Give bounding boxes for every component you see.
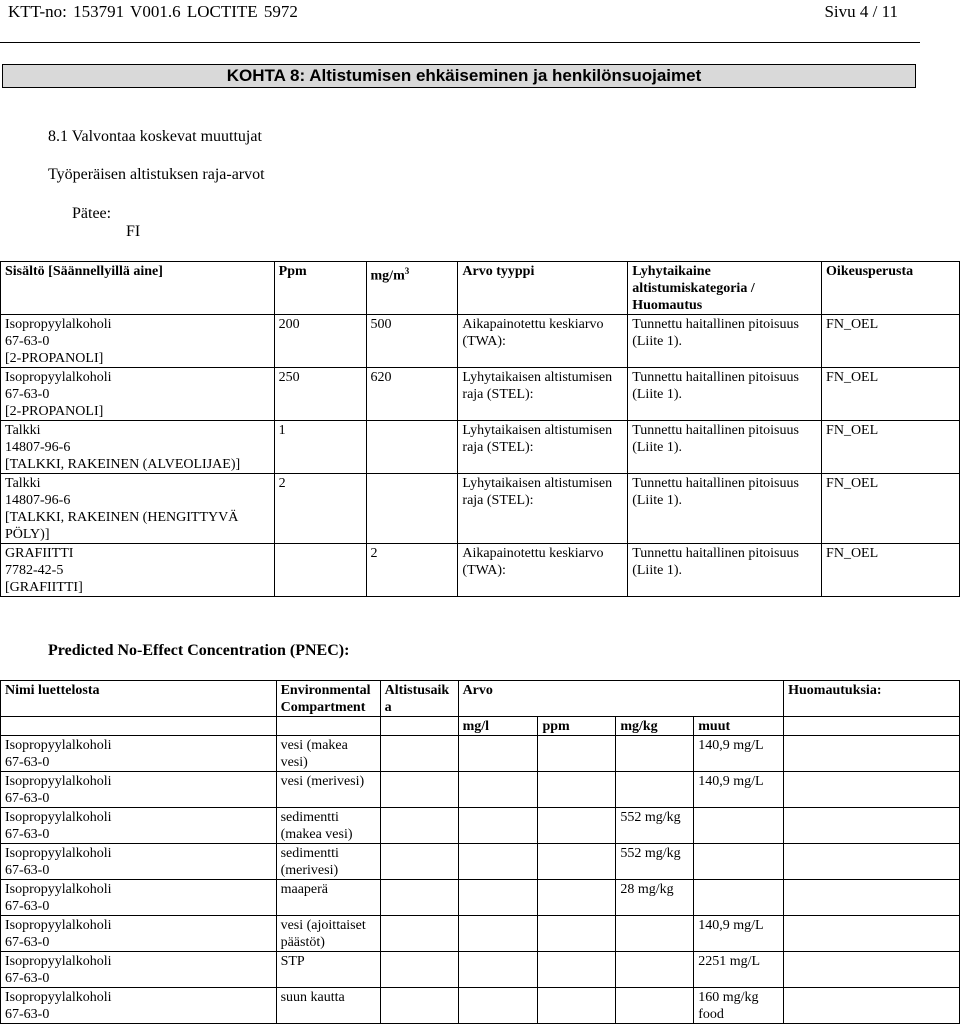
table-row: [1, 368, 960, 421]
substance-name: Talkki: [5, 423, 41, 438]
exposure-cell: [380, 808, 458, 844]
oel-table: [0, 261, 960, 597]
substance-name: Isopropyylalkoholi: [5, 738, 112, 753]
table-row: [1, 736, 960, 772]
table-row: [1, 952, 960, 988]
substance-name: Isopropyylalkoholi: [5, 370, 112, 385]
col-mgm3: $mg/m^3$: [366, 262, 458, 315]
mgm3-cell: 500: [366, 315, 458, 368]
col-value: Arvo: [458, 681, 784, 717]
table-row: [1, 916, 960, 952]
basis-cell: FN_OEL: [822, 421, 960, 474]
exposure-cell: [380, 916, 458, 952]
mgl-cell: [458, 772, 538, 808]
col-name: Nimi luettelosta: [1, 681, 277, 717]
substance-name: Talkki: [5, 476, 41, 491]
oel-heading: Työperäisen altistuksen raja-arvot: [48, 166, 265, 183]
pnec-header-row: [1, 681, 960, 717]
cas-number: 67-63-0: [5, 827, 50, 842]
substance-cell: [1, 544, 275, 597]
cas-number: 67-63-0: [5, 935, 50, 950]
oel-header-row: [1, 262, 960, 315]
cas-number: 67-63-0: [5, 971, 50, 986]
compartment-cell: vesi (makea vesi): [276, 736, 380, 772]
substance-cell: [1, 474, 275, 544]
compartment-cell: STP: [276, 952, 380, 988]
mgl-cell: [458, 880, 538, 916]
other-cell: 140,9 mg/L: [694, 736, 784, 772]
name-cell: [1, 772, 277, 808]
notes-cell: [784, 988, 960, 1024]
type-cell: Lyhytaikaisen altistumisen raja (STEL):: [458, 368, 628, 421]
ppm-cell: 1: [274, 421, 366, 474]
ppm-cell: [538, 772, 616, 808]
ppm-cell: 2: [274, 474, 366, 544]
other-cell: 140,9 mg/L: [694, 772, 784, 808]
basis-cell: FN_OEL: [822, 315, 960, 368]
exposure-cell: [380, 772, 458, 808]
other-cell: [694, 844, 784, 880]
ppm-cell: [538, 880, 616, 916]
page-header: [0, 0, 960, 26]
mgkg-cell: 552 mg/kg: [616, 844, 694, 880]
substance-label: [2-PROPANOLI]: [5, 404, 104, 419]
substance-name: Isopropyylalkoholi: [5, 317, 112, 332]
basis-cell: FN_OEL: [822, 368, 960, 421]
name-cell: [1, 952, 277, 988]
mgm3-cell: 2: [366, 544, 458, 597]
mgl-cell: [458, 952, 538, 988]
col-mgkg: mg/kg: [616, 717, 694, 736]
notes-cell: [784, 844, 960, 880]
mgkg-cell: 28 mg/kg: [616, 880, 694, 916]
substance-label: [TALKKI, RAKEINEN (HENGITTYVÄ PÖLY)]: [5, 510, 239, 542]
table-row: [1, 808, 960, 844]
category-cell: Tunnettu haitallinen pitoisuus (Liite 1).: [628, 474, 822, 544]
cas-number: 67-63-0: [5, 863, 50, 878]
ppm-cell: [538, 736, 616, 772]
cas-number: 67-63-0: [5, 334, 50, 349]
blank-cell: [276, 717, 380, 736]
substance-label: [GRAFIITTI]: [5, 580, 83, 595]
type-cell: Lyhytaikaisen altistumisen raja (STEL):: [458, 474, 628, 544]
applies-label: Pätee:: [72, 205, 112, 222]
document-id: KTT-no: 153791 V001.6 LOCTITE 5972: [8, 2, 298, 21]
mgm3-cell: [366, 474, 458, 544]
subsection-title: 8.1 Valvontaa koskevat muuttujat: [48, 128, 262, 145]
cas-number: 67-63-0: [5, 1007, 50, 1022]
compartment-cell: sedimentti (merivesi): [276, 844, 380, 880]
name-cell: [1, 736, 277, 772]
ppm-cell: [538, 988, 616, 1024]
mgm3-cell: 620: [366, 368, 458, 421]
pnec-table: [0, 680, 960, 1024]
notes-cell: [784, 736, 960, 772]
cas-number: 7782-42-5: [5, 563, 64, 578]
cas-number: 14807-96-6: [5, 493, 71, 508]
exposure-cell: [380, 952, 458, 988]
table-row: [1, 474, 960, 544]
col-ppm: ppm: [538, 717, 616, 736]
cas-number: 67-63-0: [5, 387, 50, 402]
other-cell: 2251 mg/L: [694, 952, 784, 988]
mgl-cell: [458, 988, 538, 1024]
substance-label: [TALKKI, RAKEINEN (ALVEOLIJAE)]: [5, 457, 241, 472]
compartment-cell: sedimentti (makea vesi): [276, 808, 380, 844]
notes-cell: [784, 808, 960, 844]
type-cell: Aikapainotettu keskiarvo (TWA):: [458, 315, 628, 368]
notes-cell: [784, 772, 960, 808]
ppm-cell: 250: [274, 368, 366, 421]
mgkg-cell: [616, 736, 694, 772]
name-cell: [1, 880, 277, 916]
table-row: [1, 880, 960, 916]
ppm-cell: [538, 952, 616, 988]
cas-number: 67-63-0: [5, 899, 50, 914]
substance-label: [2-PROPANOLI]: [5, 351, 104, 366]
table-row: [1, 844, 960, 880]
exposure-cell: [380, 880, 458, 916]
substance-name: Isopropyylalkoholi: [5, 990, 112, 1005]
category-cell: Tunnettu haitallinen pitoisuus (Liite 1).: [628, 368, 822, 421]
compartment-cell: maaperä: [276, 880, 380, 916]
type-cell: Lyhytaikaisen altistumisen raja (STEL):: [458, 421, 628, 474]
exposure-cell: [380, 736, 458, 772]
category-cell: Tunnettu haitallinen pitoisuus (Liite 1).: [628, 544, 822, 597]
header-rule: [0, 42, 920, 43]
notes-cell: [784, 916, 960, 952]
mgl-cell: [458, 736, 538, 772]
col-substance: Sisältö [Säännellyillä aine]: [1, 262, 275, 315]
pnec-unit-row: [1, 717, 960, 736]
table-row: [1, 988, 960, 1024]
substance-name: GRAFIITTI: [5, 546, 74, 561]
notes-cell: [784, 880, 960, 916]
substance-name: Isopropyylalkoholi: [5, 846, 112, 861]
mgl-cell: [458, 916, 538, 952]
ppm-cell: [538, 808, 616, 844]
mgl-cell: [458, 844, 538, 880]
substance-name: Isopropyylalkoholi: [5, 882, 112, 897]
col-notes: Huomautuksia:: [784, 681, 960, 717]
other-cell: [694, 808, 784, 844]
col-basis: Oikeusperusta: [822, 262, 960, 315]
table-row: [1, 421, 960, 474]
substance-name: Isopropyylalkoholi: [5, 918, 112, 933]
cas-number: 67-63-0: [5, 755, 50, 770]
col-compartment: Environmental Compartment: [276, 681, 380, 717]
name-cell: [1, 916, 277, 952]
cas-number: 14807-96-6: [5, 440, 71, 455]
col-ppm: Ppm: [274, 262, 366, 315]
cas-number: 67-63-0: [5, 791, 50, 806]
ppm-cell: [538, 844, 616, 880]
category-cell: Tunnettu haitallinen pitoisuus (Liite 1).: [628, 315, 822, 368]
mgkg-cell: [616, 916, 694, 952]
table-row: [1, 544, 960, 597]
name-cell: [1, 988, 277, 1024]
ppm-cell: 200: [274, 315, 366, 368]
exposure-cell: [380, 844, 458, 880]
notes-cell: [784, 952, 960, 988]
col-type: Arvo tyyppi: [458, 262, 628, 315]
mgkg-cell: [616, 772, 694, 808]
col-exposure: Altistusaik a: [380, 681, 458, 717]
other-cell: 140,9 mg/L: [694, 916, 784, 952]
compartment-cell: vesi (ajoittaiset päästöt): [276, 916, 380, 952]
blank-cell: [380, 717, 458, 736]
col-category: Lyhytaikaine altistumiskategoria / Huomautus: [628, 262, 822, 315]
pnec-heading: Predicted No-Effect Concentration (PNEC):: [48, 642, 350, 659]
blank-cell: [1, 717, 277, 736]
compartment-cell: vesi (merivesi): [276, 772, 380, 808]
name-cell: [1, 808, 277, 844]
substance-cell: [1, 368, 275, 421]
section-title: KOHTA 8: Altistumisen ehkäiseminen ja henkilönsuojaimet: [2, 64, 916, 88]
mgkg-cell: 552 mg/kg: [616, 808, 694, 844]
page-number: Sivu 4 / 11: [824, 2, 898, 21]
blank-cell: [784, 717, 960, 736]
mgm3-cell: [366, 421, 458, 474]
other-cell: 160 mg/kg food: [694, 988, 784, 1024]
mgkg-cell: [616, 988, 694, 1024]
type-cell: Aikapainotettu keskiarvo (TWA):: [458, 544, 628, 597]
mgkg-cell: [616, 952, 694, 988]
ppm-cell: [274, 544, 366, 597]
substance-name: Isopropyylalkoholi: [5, 774, 112, 789]
substance-name: Isopropyylalkoholi: [5, 810, 112, 825]
name-cell: [1, 844, 277, 880]
table-row: [1, 772, 960, 808]
col-other: muut: [694, 717, 784, 736]
applies-value: FI: [126, 223, 141, 240]
col-mgl: mg/l: [458, 717, 538, 736]
category-cell: Tunnettu haitallinen pitoisuus (Liite 1).: [628, 421, 822, 474]
substance-cell: [1, 421, 275, 474]
substance-name: Isopropyylalkoholi: [5, 954, 112, 969]
mgl-cell: [458, 808, 538, 844]
compartment-cell: suun kautta: [276, 988, 380, 1024]
basis-cell: FN_OEL: [822, 544, 960, 597]
ppm-cell: [538, 916, 616, 952]
table-row: [1, 315, 960, 368]
other-cell: [694, 880, 784, 916]
substance-cell: [1, 315, 275, 368]
basis-cell: FN_OEL: [822, 474, 960, 544]
exposure-cell: [380, 988, 458, 1024]
